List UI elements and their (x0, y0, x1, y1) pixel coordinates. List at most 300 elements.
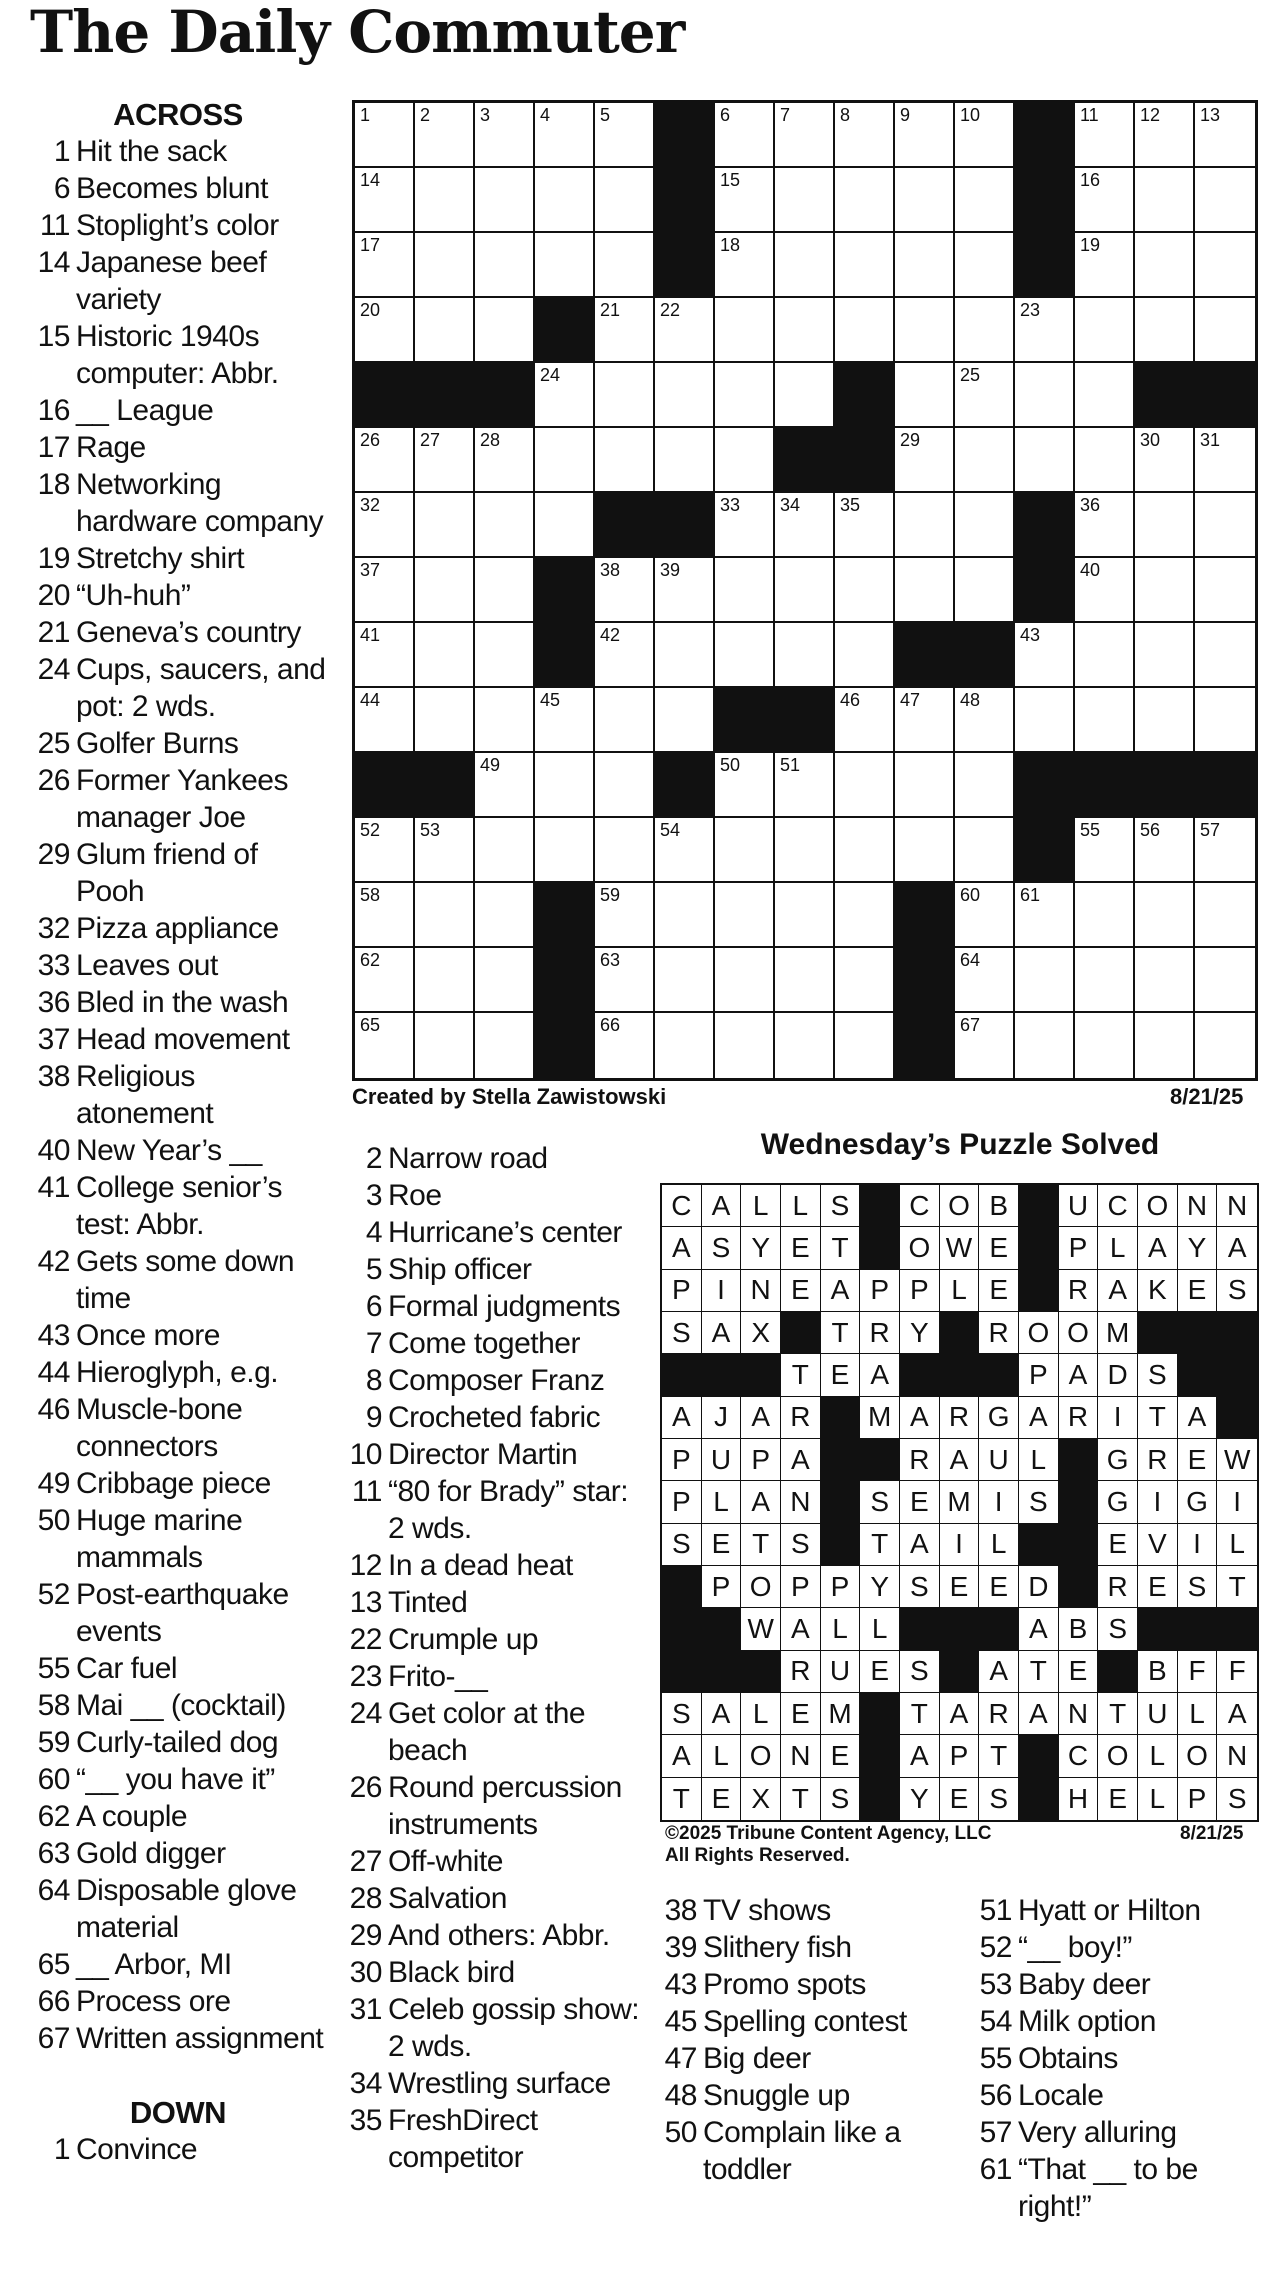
clue-number: 58 (37, 1689, 70, 1722)
grid-cell[interactable] (895, 753, 955, 818)
black-square (535, 948, 595, 1013)
grid-cell[interactable] (415, 493, 475, 558)
grid-cell[interactable] (1075, 558, 1135, 623)
grid-cell[interactable] (895, 363, 955, 428)
grid-cell[interactable] (1075, 298, 1135, 363)
solution-black-square (741, 1354, 781, 1396)
grid-cell[interactable] (1135, 688, 1195, 753)
grid-cell[interactable] (1135, 493, 1195, 558)
solution-cell: P (741, 1439, 781, 1481)
grid-cell[interactable] (475, 1013, 535, 1078)
grid-cell[interactable] (1135, 818, 1195, 883)
solution-cell: T (821, 1312, 861, 1354)
grid-cell[interactable] (775, 623, 835, 688)
grid-cell[interactable] (355, 883, 415, 948)
grid-cell[interactable] (835, 103, 895, 168)
grid-cell[interactable] (1195, 1013, 1255, 1078)
grid-cell[interactable] (1075, 103, 1135, 168)
grid-cell[interactable] (775, 1013, 835, 1078)
clue-item (28, 1687, 328, 1724)
grid-cell[interactable] (355, 623, 415, 688)
grid-cell[interactable] (595, 753, 655, 818)
grid-cell[interactable] (655, 883, 715, 948)
solution-black-square (1019, 1270, 1059, 1312)
grid-cell[interactable] (1195, 428, 1255, 493)
grid-cell[interactable] (475, 233, 535, 298)
grid-cell[interactable] (955, 948, 1015, 1013)
grid-cell[interactable] (1135, 558, 1195, 623)
grid-cell[interactable] (595, 168, 655, 233)
cell-number: 52 (360, 820, 381, 840)
clue-item (340, 1140, 640, 1177)
grid-cell[interactable] (415, 1013, 475, 1078)
grid-cell[interactable] (1195, 298, 1255, 363)
grid-cell[interactable] (1075, 883, 1135, 948)
grid-cell[interactable] (955, 168, 1015, 233)
solution-cell: R (860, 1312, 900, 1354)
grid-cell[interactable] (715, 623, 775, 688)
grid-cell[interactable] (955, 753, 1015, 818)
grid-cell[interactable] (715, 1013, 775, 1078)
grid-cell[interactable] (1015, 363, 1075, 428)
grid-cell[interactable] (775, 298, 835, 363)
clue-number: 49 (37, 1467, 70, 1500)
cell-number: 28 (480, 430, 501, 450)
grid-cell[interactable] (355, 558, 415, 623)
grid-cell[interactable] (1195, 168, 1255, 233)
grid-cell[interactable] (595, 818, 655, 883)
clue-number: 19 (37, 542, 70, 575)
grid-cell[interactable] (595, 623, 655, 688)
solution-cell: L (979, 1524, 1019, 1566)
grid-cell[interactable] (655, 688, 715, 753)
grid-cell[interactable] (715, 493, 775, 558)
grid-cell[interactable] (1015, 623, 1075, 688)
clue-text: Director Martin (388, 1438, 578, 1471)
clue-item (970, 2040, 1270, 2077)
grid-cell[interactable] (595, 428, 655, 493)
black-square (895, 948, 955, 1013)
solution-cell: L (1098, 1227, 1138, 1269)
grid-cell[interactable] (1075, 1013, 1135, 1078)
solution-cell: E (979, 1270, 1019, 1312)
cell-number: 12 (1140, 105, 1161, 125)
solution-cell: Y (900, 1312, 940, 1354)
grid-cell[interactable] (535, 103, 595, 168)
grid-cell[interactable] (595, 298, 655, 363)
solution-cell: P (860, 1270, 900, 1312)
grid-cell[interactable] (775, 558, 835, 623)
grid-cell[interactable] (355, 948, 415, 1013)
grid-cell[interactable] (1135, 948, 1195, 1013)
solution-cell: C (1059, 1735, 1099, 1777)
grid-cell[interactable] (835, 883, 895, 948)
cell-number: 26 (360, 430, 381, 450)
cell-number: 34 (780, 495, 801, 515)
cell-number: 51 (780, 755, 801, 775)
grid-cell[interactable] (475, 883, 535, 948)
solution-black-square (860, 1778, 900, 1820)
cell-number: 42 (600, 625, 621, 645)
grid-cell[interactable] (715, 103, 775, 168)
solution-cell: E (1059, 1651, 1099, 1693)
grid-cell[interactable] (475, 298, 535, 363)
grid-cell[interactable] (1195, 558, 1255, 623)
grid-cell[interactable] (775, 818, 835, 883)
clue-item (340, 1695, 640, 1769)
grid-cell[interactable] (415, 298, 475, 363)
cell-number: 39 (660, 560, 681, 580)
grid-cell[interactable] (715, 298, 775, 363)
grid-cell[interactable] (1135, 883, 1195, 948)
grid-cell[interactable] (1015, 883, 1075, 948)
clue-number: 65 (37, 1948, 70, 1981)
solution-cell: E (781, 1270, 821, 1312)
solution-cell: B (1138, 1651, 1178, 1693)
grid-cell[interactable] (355, 688, 415, 753)
grid-cell[interactable] (835, 493, 895, 558)
grid-cell[interactable] (955, 818, 1015, 883)
grid-cell[interactable] (775, 233, 835, 298)
grid-cell[interactable] (715, 428, 775, 493)
grid-cell[interactable] (475, 688, 535, 753)
grid-cell[interactable] (895, 168, 955, 233)
clue-number: 57 (979, 2116, 1012, 2149)
solution-cell: E (702, 1778, 742, 1820)
grid-cell[interactable] (595, 233, 655, 298)
grid-cell[interactable] (1075, 623, 1135, 688)
grid-cell[interactable] (1195, 948, 1255, 1013)
grid-cell[interactable] (775, 493, 835, 558)
grid-cell[interactable] (1075, 428, 1135, 493)
grid-cell[interactable] (355, 298, 415, 363)
grid-cell[interactable] (955, 558, 1015, 623)
clue-item (340, 1473, 640, 1547)
solution-cell: N (1059, 1693, 1099, 1735)
clue-text: Very alluring (1018, 2116, 1177, 2149)
crossword-grid[interactable] (352, 100, 1258, 1081)
solution-cell: P (821, 1566, 861, 1608)
clue-text: Disposable glove material (76, 1874, 297, 1944)
grid-cell[interactable] (1135, 298, 1195, 363)
grid-cell[interactable] (1075, 818, 1135, 883)
black-square (1015, 818, 1075, 883)
solution-black-square (1217, 1608, 1257, 1650)
black-square (355, 363, 415, 428)
grid-cell[interactable] (1075, 688, 1135, 753)
grid-cell[interactable] (1135, 428, 1195, 493)
black-square (1135, 753, 1195, 818)
copyright-line-1: ©2025 Tribune Content Agency, LLC (665, 1823, 992, 1844)
grid-cell[interactable] (415, 883, 475, 948)
solution-cell: A (1178, 1397, 1218, 1439)
grid-cell[interactable] (355, 168, 415, 233)
grid-cell[interactable] (775, 363, 835, 428)
grid-cell[interactable] (475, 168, 535, 233)
grid-cell[interactable] (955, 428, 1015, 493)
grid-cell[interactable] (1015, 1013, 1075, 1078)
clue-number: 4 (365, 1216, 382, 1249)
solution-black-square (662, 1354, 702, 1396)
grid-cell[interactable] (835, 818, 895, 883)
grid-cell[interactable] (1135, 1013, 1195, 1078)
solution-cell: A (1217, 1693, 1257, 1735)
solution-black-square (662, 1608, 702, 1650)
clue-number: 23 (349, 1660, 382, 1693)
clue-text: Bled in the wash (76, 986, 289, 1019)
grid-cell[interactable] (715, 753, 775, 818)
grid-cell[interactable] (1075, 168, 1135, 233)
grid-cell[interactable] (835, 1013, 895, 1078)
grid-cell[interactable] (715, 558, 775, 623)
grid-cell[interactable] (895, 233, 955, 298)
grid-cell[interactable] (715, 233, 775, 298)
grid-cell[interactable] (1195, 233, 1255, 298)
grid-cell[interactable] (955, 688, 1015, 753)
cell-number: 2 (420, 105, 431, 125)
grid-cell[interactable] (1135, 233, 1195, 298)
grid-cell[interactable] (775, 948, 835, 1013)
grid-cell[interactable] (595, 883, 655, 948)
cell-number: 21 (600, 300, 621, 320)
cell-number: 16 (1080, 170, 1101, 190)
grid-cell[interactable] (1195, 623, 1255, 688)
grid-cell[interactable] (1135, 103, 1195, 168)
clue-number: 54 (979, 2005, 1012, 2038)
grid-cell[interactable] (715, 948, 775, 1013)
clue-number: 36 (37, 986, 70, 1019)
grid-cell[interactable] (835, 233, 895, 298)
solution-cell: R (979, 1693, 1019, 1735)
clue-text: “80 for Brady” star: 2 wds. (388, 1475, 629, 1545)
grid-cell[interactable] (1135, 623, 1195, 688)
grid-cell[interactable] (1015, 428, 1075, 493)
grid-cell[interactable] (1075, 233, 1135, 298)
grid-cell[interactable] (1195, 493, 1255, 558)
grid-cell[interactable] (595, 1013, 655, 1078)
grid-cell[interactable] (475, 428, 535, 493)
grid-cell[interactable] (655, 558, 715, 623)
black-square (535, 1013, 595, 1078)
solution-cell: T (662, 1778, 702, 1820)
grid-cell[interactable] (535, 363, 595, 428)
black-square (535, 558, 595, 623)
grid-cell[interactable] (1195, 818, 1255, 883)
grid-cell[interactable] (475, 623, 535, 688)
black-square (655, 103, 715, 168)
clue-number: 63 (37, 1837, 70, 1870)
solution-cell: O (1098, 1735, 1138, 1777)
grid-cell[interactable] (835, 558, 895, 623)
grid-cell[interactable] (475, 818, 535, 883)
copyright (665, 1823, 992, 1867)
grid-cell[interactable] (595, 948, 655, 1013)
grid-cell[interactable] (595, 103, 655, 168)
clue-text: Gets some down time (76, 1245, 295, 1315)
grid-cell[interactable] (655, 948, 715, 1013)
grid-cell[interactable] (895, 298, 955, 363)
solution-cell: S (1019, 1481, 1059, 1523)
solution-cell: S (662, 1524, 702, 1566)
grid-cell[interactable] (895, 688, 955, 753)
grid-cell[interactable] (415, 233, 475, 298)
clue-item (28, 1724, 328, 1761)
grid-cell[interactable] (655, 1013, 715, 1078)
black-square (535, 623, 595, 688)
solution-cell: K (1138, 1270, 1178, 1312)
grid-cell[interactable] (655, 428, 715, 493)
grid-cell[interactable] (835, 948, 895, 1013)
grid-cell[interactable] (415, 428, 475, 493)
clue-text: Head movement (76, 1023, 290, 1056)
grid-cell[interactable] (415, 558, 475, 623)
grid-cell[interactable] (535, 493, 595, 558)
grid-cell[interactable] (475, 753, 535, 818)
grid-cell[interactable] (1195, 883, 1255, 948)
solution-black-square (979, 1608, 1019, 1650)
solution-black-square (860, 1185, 900, 1227)
clue-text: And others: Abbr. (388, 1919, 610, 1952)
grid-cell[interactable] (475, 493, 535, 558)
clue-text: Complain like a toddler (703, 2116, 901, 2186)
grid-cell[interactable] (595, 363, 655, 428)
clue-text: Religious atonement (76, 1060, 214, 1130)
cell-number: 40 (1080, 560, 1101, 580)
grid-cell[interactable] (715, 818, 775, 883)
grid-cell[interactable] (655, 363, 715, 428)
solution-black-square (781, 1312, 821, 1354)
grid-cell[interactable] (415, 688, 475, 753)
clue-item (28, 1465, 328, 1502)
grid-cell[interactable] (1195, 103, 1255, 168)
grid-cell[interactable] (895, 558, 955, 623)
grid-cell[interactable] (955, 233, 1015, 298)
grid-cell[interactable] (715, 168, 775, 233)
grid-cell[interactable] (955, 493, 1015, 558)
grid-cell[interactable] (535, 753, 595, 818)
clue-item (340, 1362, 640, 1399)
solution-cell: S (702, 1227, 742, 1269)
grid-cell[interactable] (355, 428, 415, 493)
solution-cell: O (741, 1735, 781, 1777)
grid-cell[interactable] (955, 103, 1015, 168)
grid-cell[interactable] (595, 558, 655, 623)
grid-cell[interactable] (775, 103, 835, 168)
grid-cell[interactable] (955, 1013, 1015, 1078)
grid-cell[interactable] (415, 818, 475, 883)
clue-number: 1 (53, 2133, 70, 2166)
solution-cell: A (1138, 1227, 1178, 1269)
grid-cell[interactable] (355, 233, 415, 298)
grid-cell[interactable] (835, 168, 895, 233)
grid-cell[interactable] (415, 623, 475, 688)
grid-cell[interactable] (535, 233, 595, 298)
clue-text: Celeb gossip show: 2 wds. (388, 1993, 640, 2063)
grid-cell[interactable] (415, 948, 475, 1013)
clue-item (655, 2077, 955, 2114)
grid-cell[interactable] (835, 298, 895, 363)
grid-cell[interactable] (1015, 948, 1075, 1013)
grid-cell[interactable] (655, 818, 715, 883)
clue-number: 60 (37, 1763, 70, 1796)
grid-cell[interactable] (715, 363, 775, 428)
clue-text: Hyatt or Hilton (1018, 1894, 1201, 1927)
grid-cell[interactable] (895, 428, 955, 493)
grid-cell[interactable] (535, 818, 595, 883)
grid-cell[interactable] (1015, 298, 1075, 363)
grid-cell[interactable] (355, 103, 415, 168)
clue-item (655, 2003, 955, 2040)
cell-number: 4 (540, 105, 551, 125)
solution-cell: A (860, 1354, 900, 1396)
grid-cell[interactable] (775, 883, 835, 948)
solution-cell: S (860, 1481, 900, 1523)
grid-cell[interactable] (835, 753, 895, 818)
grid-cell[interactable] (895, 103, 955, 168)
grid-cell[interactable] (1075, 948, 1135, 1013)
grid-cell[interactable] (775, 168, 835, 233)
grid-cell[interactable] (475, 103, 535, 168)
grid-cell[interactable] (415, 168, 475, 233)
grid-cell[interactable] (475, 558, 535, 623)
solution-cell: U (821, 1651, 861, 1693)
clue-number: 59 (37, 1726, 70, 1759)
solution-cell: T (821, 1227, 861, 1269)
grid-cell[interactable] (955, 363, 1015, 428)
grid-cell[interactable] (655, 298, 715, 363)
grid-cell[interactable] (475, 948, 535, 1013)
grid-cell[interactable] (1075, 493, 1135, 558)
grid-cell[interactable] (895, 818, 955, 883)
grid-cell[interactable] (655, 623, 715, 688)
grid-cell[interactable] (355, 1013, 415, 1078)
grid-cell[interactable] (415, 103, 475, 168)
grid-cell[interactable] (715, 883, 775, 948)
grid-cell[interactable] (835, 623, 895, 688)
cell-number: 14 (360, 170, 381, 190)
clue-item (28, 1576, 328, 1650)
grid-cell[interactable] (1195, 688, 1255, 753)
grid-cell[interactable] (355, 493, 415, 558)
clue-item (970, 2114, 1270, 2151)
solution-title: Wednesday’s Puzzle Solved (760, 1128, 1160, 1161)
grid-cell[interactable] (775, 753, 835, 818)
grid-cell[interactable] (955, 883, 1015, 948)
clue-text: Process ore (76, 1985, 231, 2018)
grid-cell[interactable] (1075, 363, 1135, 428)
clue-item (28, 1761, 328, 1798)
grid-cell[interactable] (535, 688, 595, 753)
grid-cell[interactable] (1135, 168, 1195, 233)
grid-cell[interactable] (535, 428, 595, 493)
grid-cell[interactable] (895, 493, 955, 558)
cell-number: 41 (360, 625, 381, 645)
clue-item (28, 614, 328, 651)
solution-cell: X (741, 1312, 781, 1354)
cell-number: 43 (1020, 625, 1041, 645)
solution-cell: R (940, 1397, 980, 1439)
cell-number: 24 (540, 365, 561, 385)
grid-cell[interactable] (535, 168, 595, 233)
grid-cell[interactable] (355, 818, 415, 883)
grid-cell[interactable] (1015, 688, 1075, 753)
clue-item (28, 762, 328, 836)
cell-number: 65 (360, 1015, 381, 1035)
solution-black-square (860, 1735, 900, 1777)
grid-cell[interactable] (955, 298, 1015, 363)
grid-cell[interactable] (835, 688, 895, 753)
grid-cell[interactable] (595, 688, 655, 753)
